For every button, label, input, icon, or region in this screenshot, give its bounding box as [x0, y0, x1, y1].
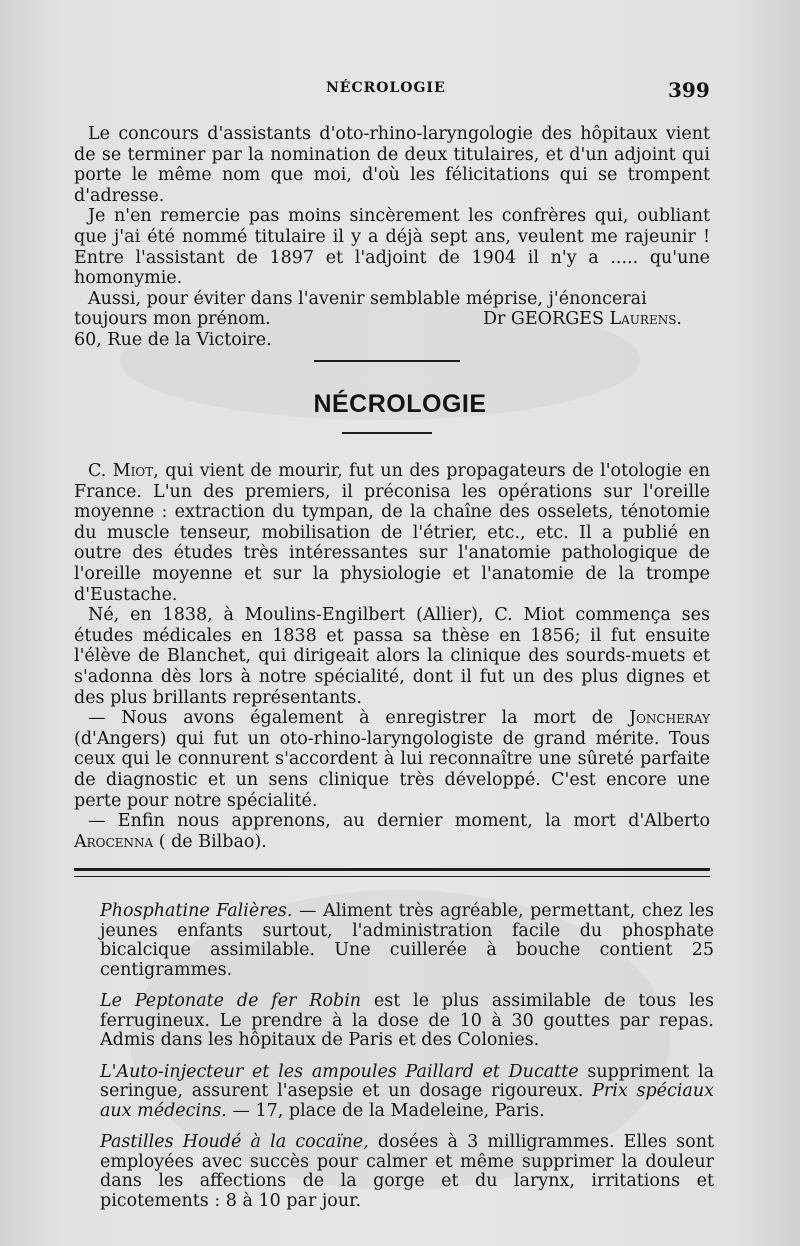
- obituary-text: (d'Angers) qui fut un oto-rhino-laryngologiste de grand mérite. Tous ceux qui le connurent s'accordent à lui reconnaître une sûreté parfaite de diagnostic et un sens clinique très développé. C'est encore une perte pour notre spécialité.: [74, 728, 710, 811]
- obituary-section: [74, 461, 710, 852]
- section-divider: [314, 360, 460, 362]
- advertisement: [100, 1133, 714, 1211]
- person-name: Joncheray: [629, 708, 710, 729]
- page-number: 399: [668, 78, 710, 102]
- signature-prefix: Dr GEORGES: [482, 309, 604, 330]
- person-name: Arocenna: [74, 831, 154, 852]
- advertisements-section: [100, 902, 714, 1223]
- signature-row: [74, 309, 710, 330]
- obituary-text: ( de Bilbao).: [158, 831, 267, 852]
- page-header: [0, 78, 800, 102]
- letter-paragraph-end: toujours mon prénom.: [74, 309, 271, 330]
- letter-section: [74, 124, 710, 351]
- obituary-text: — Enfin nous apprenons, au dernier moment, la mort d'Alberto: [88, 811, 710, 832]
- ad-address: — 17, place de la Madeleine, Paris.: [226, 1100, 545, 1121]
- section-title: NÉCROLOGIE: [313, 390, 487, 418]
- advertisement: [100, 992, 714, 1051]
- signature-address: 60, Rue de la Victoire.: [74, 329, 272, 350]
- signature-surname: Laurens.: [609, 309, 682, 330]
- ad-title: Pastilles Houdé à la cocaïne,: [100, 1132, 369, 1152]
- ad-title: L'Auto-injecteur et les ampoules Paillard et Ducatte: [100, 1061, 579, 1082]
- signature: [483, 309, 682, 330]
- obituary-text: , qui vient de mourir, fut un des propagateurs de l'otologie en France. L'un des premiers, il préconisa les opérations sur l'oreille moyenne : extraction du tympan, de la chaîne des osselets, ténotomie du muscle tenseur, mobilisation de l'étrier, etc., etc. Il a publié en outre des études très intéressantes sur l'anatomie pathologique de l'oreille moyenne et sur la physiologie et l'anatomie de la trompe d'Eustache.: [74, 461, 710, 605]
- ad-text: — Aliment très agréable, permettant, chez les jeunes enfants surtout, l'administration facile du phosphate bicalcique assimilable. Une cuillerée à bouche contient 25 centigrammes.: [100, 901, 714, 980]
- ad-text: est le plus assimilable de tous les ferrugineux. Le prendre à la dose de 10 à 30 gouttes par repas. Admis dans les hôpitaux de Paris et des Colonies.: [100, 991, 714, 1050]
- advertisement: [100, 902, 714, 980]
- title-underline: [342, 432, 432, 434]
- advertisement: [100, 1063, 714, 1122]
- letter-paragraph: Aussi, pour éviter dans l'avenir semblable méprise, j'énoncerai: [88, 288, 647, 309]
- ad-title: Phosphatine Falières.: [100, 901, 293, 921]
- obituary-paragraph: [74, 811, 710, 852]
- letter-paragraph: Le concours d'assistants d'oto-rhino-laryngologie des hôpitaux vient de se terminer par la nomination de deux titulaires, et d'un adjoint qui porte le même nom que moi, d'où les félicitations qui se trompent d'adresse.: [74, 124, 710, 206]
- person-name: C. Miot: [88, 461, 154, 481]
- ad-title: Le Peptonate de fer Robin: [100, 991, 362, 1011]
- letter-paragraph: Je n'en remercie pas moins sincèrement les confrères qui, oubliant que j'ai été nommé titulaire il y a déjà sept ans, veulent me rajeunir ! Entre l'assistant de 1897 et l'adjoint de 1904 il n'y a ..... qu'une homonymie.: [74, 206, 710, 289]
- ad-text: suppriment la seringue, assurent l'asepsie et un dosage rigoureux.: [100, 1061, 714, 1101]
- ad-offer: Prix spéciaux aux médecins.: [100, 1081, 714, 1121]
- obituary-paragraph: Né, en 1838, à Moulins-Engilbert (Allier), C. Miot commença ses études médicales en 1838 et passa sa thèse en 1856; il fut ensuite l'élève de Blanchet, qui dirigeait alors la clinique des sourds-muets et s'adonna dès lors à notre spécialité, dont il fut un des plus dignes et des plus brillants représentants.: [74, 605, 710, 708]
- running-title: NÉCROLOGIE: [326, 80, 446, 96]
- obituary-paragraph: [74, 708, 710, 811]
- obituary-text: — Nous avons également à enregistrer la mort de: [88, 708, 614, 729]
- obituary-paragraph: [74, 461, 710, 605]
- ad-text: dosées à 3 milligrammes. Elles sont employées avec succès pour calmer et même supprimer la douleur dans les affections de la gorge et du larynx, irritations et picotements : 8 à 10 par jour.: [100, 1132, 714, 1211]
- double-rule-divider: [74, 868, 710, 877]
